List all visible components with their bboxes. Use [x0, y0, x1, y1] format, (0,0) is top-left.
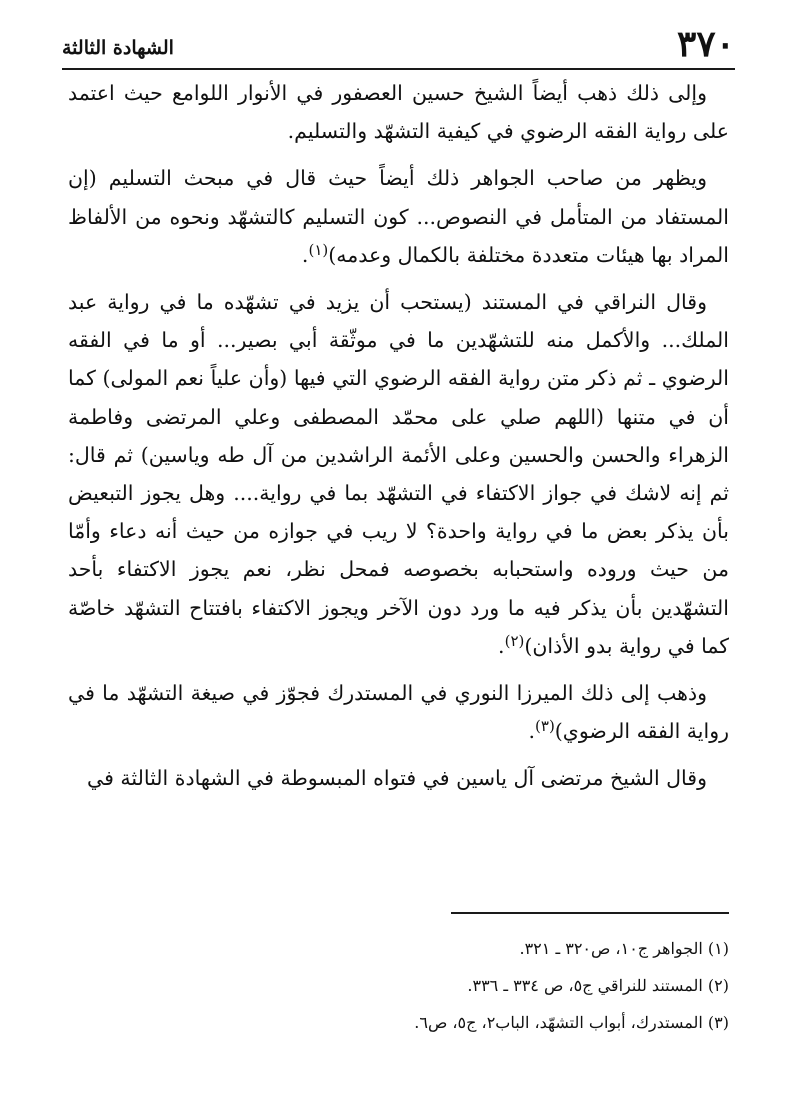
paragraph-4: وذهب إلى ذلك الميرزا النوري في المستدرك فجوّز في صيغة التشهّد ما في رواية الفقه الرضوي)$^{(٣)}$.: [68, 681, 729, 744]
paragraph-3-text: وقال النراقي في المستند (يستحب أن يزيد في تشهّده ما في رواية عبد الملك... والأكمل منه للتشهّدين ما في موثّقة أبي بصير... أو ما في الفقه الرضوي ـ ثم ذكر متن رواية الفقه الرضوي التي فيها (وأن علياً نعم المولى) كما أن في متنها (اللهم صلي على محمّد المصطفى وعلي المرتضى وفاطمة الزهراء والحسن والحسين وعلى الأئمة الراشدين من آل طه وياسين) ثم قال: ثم إنه لاشك في جواز الاكتفاء في التشهّد بما في رواية.... وهل يجوز التبعيض بأن يذكر بعض ما في رواية واحدة؟ لا ريب في جوازه من حيث أنه دعاء وأمّا من حيث وروده واستحبابه بخصوصه فمحل نظر، نعم يجوز الاكتفاء بأحد التشهّدين بأن يذكر فيه ما ورد دون الآخر ويجوز الاكتفاء بافتتاح التشهّد خاصّة كما في رواية بدو الأذان): [68, 290, 729, 658]
footnote-1: (١) الجواهر ج١٠، ص٣٢٠ ـ ٣٢١.: [519, 939, 729, 958]
paragraph-1-text: وإلى ذلك ذهب أيضاً الشيخ حسين العصفور في الأنوار اللوامع حيث اعتمد على رواية الفقه الرضوي في كيفية التشهّد والتسليم.: [68, 81, 729, 144]
footnote-ref-3[interactable]: (٣): [535, 717, 555, 736]
body-text: [68, 74, 729, 807]
footnotes: [68, 930, 729, 1041]
footnote-ref-1[interactable]: (١): [308, 240, 329, 259]
page-header: [62, 24, 735, 70]
footnote-ref-2[interactable]: (٢): [504, 631, 525, 650]
footnote-2: (٢) المستند للنراقي ج٥، ص ٣٣٤ ـ ٣٣٦.: [467, 976, 729, 995]
footnote-divider: [451, 912, 729, 914]
paragraph-5-text: وقال الشيخ مرتضى آل ياسين في فتواه المبسوطة في الشهادة الثالثة في: [87, 766, 707, 791]
paragraph-2: ويظهر من صاحب الجواهر ذلك أيضاً حيث قال في مبحث التسليم (إن المستفاد من المتأمل في النصوص... كون التسليم كالتشهّد ونحوه من الألفاظ المراد بها هيئات متعددة مختلفة بالكمال وعدمه)$^{(١)}$.: [68, 166, 729, 267]
paragraph-5: [68, 759, 729, 797]
paragraph-3: وقال النراقي في المستند (يستحب أن يزيد في تشهّده ما في رواية عبد الملك... والأكمل منه للتشهّدين ما في موثّقة أبي بصير... أو ما في الفقه الرضوي ـ ثم ذكر متن رواية الفقه الرضوي التي فيها (وأن علياً نعم المولى) كما أن في متنها (اللهم صلي على محمّد المصطفى وعلي المرتضى وفاطمة الزهراء والحسن والحسين وعلى الأئمة الراشدين من آل طه وياسين) ثم قال: ثم إنه لاشك في جواز الاكتفاء في التشهّد بما في رواية.... وهل يجوز التبعيض بأن يذكر بعض ما في رواية واحدة؟ لا ريب في جوازه من حيث أنه دعاء وأمّا من حيث وروده واستحبابه بخصوصه فمحل نظر، نعم يجوز الاكتفاء بأحد التشهّدين بأن يذكر فيه ما ورد دون الآخر ويجوز الاكتفاء بافتتاح التشهّد خاصّة كما في رواية بدو الأذان)$^{(٢)}$.: [68, 290, 729, 658]
paragraph-2-text: ويظهر من صاحب الجواهر ذلك أيضاً حيث قال في مبحث التسليم (إن المستفاد من المتأمل في النصوص... كون التسليم كالتشهّد ونحوه من الألفاظ المراد بها هيئات متعددة مختلفة بالكمال وعدمه): [68, 166, 729, 267]
page-number: ٣٧٠: [676, 23, 735, 65]
paragraph-1: [68, 74, 729, 150]
footnote-3: (٣) المستدرك، أبواب التشهّد، الباب٢، ج٥، ص٦.: [414, 1013, 729, 1032]
paragraph-4-text: وذهب إلى ذلك الميرزا النوري في المستدرك فجوّز في صيغة التشهّد ما في رواية الفقه الرضوي): [68, 681, 729, 744]
running-title: الشهادة الثالثة: [62, 37, 174, 59]
